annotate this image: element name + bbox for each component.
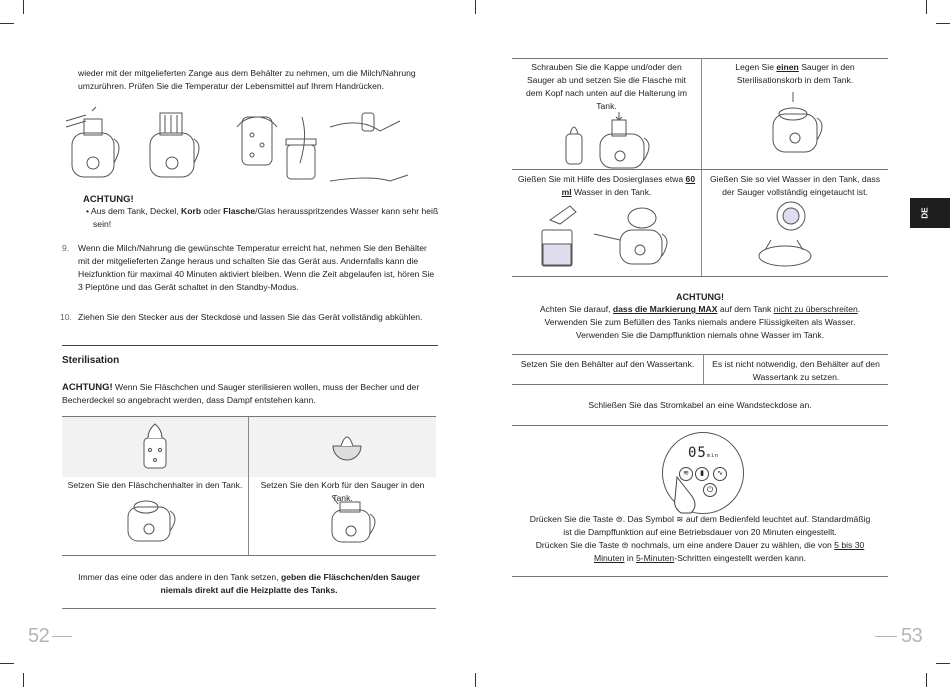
language-tab-label: DE	[920, 207, 930, 219]
steam-icon: ≋	[683, 470, 689, 477]
caution-title: ACHTUNG!	[676, 292, 724, 302]
cell-fill-water: Gießen Sie so viel Wasser in den Tank, dass der Sauger vollständig eingetaucht ist.	[709, 174, 881, 197]
shaded-row	[62, 417, 436, 477]
language-tab	[910, 198, 950, 228]
grid-top-rule	[512, 58, 888, 59]
press-steam-text-line-4: Minuten in 5-Minuten-Schritten eingestellt werden kann.	[593, 553, 807, 563]
page-number-rule	[875, 636, 897, 637]
press-steam-text: Drücken Sie die Taste ⊜. Das Symbol ≋ auf dem Bedienfeld leuchtet auf. Standardmäßig	[529, 514, 871, 524]
cell-teat-basket-line-2: Tank.	[332, 493, 353, 503]
cell-bottle-holder: Setzen Sie den Fläschchenhalter in den Tank.	[67, 480, 243, 490]
caution-max-marking: Achten Sie darauf, dass die Markierung MAX auf dem Tank nicht zu überschreiten.	[539, 304, 861, 314]
caution-text-line-2: sein!	[93, 219, 112, 229]
panel-top-rule	[512, 425, 888, 426]
table-bottom-rule	[62, 608, 436, 609]
cell-not-necessary: Es ist nicht notwendig, den Behälter auf den	[712, 359, 880, 369]
teat-in-basket-image	[765, 90, 835, 160]
heating-illustration	[62, 107, 442, 187]
steam-symbol-icon: ≋	[676, 514, 684, 524]
page-number: 52	[28, 625, 50, 647]
press-steam-text-line-3: Drücken Sie die Taste ⊜ nochmals, um eine andere Dauer zu wählen, die von 5 bis 30	[535, 540, 865, 550]
press-steam-text-line-2: ist die Dampffunktion auf eine Betriebsdauer von 20 Minuten eingestellt.	[563, 527, 837, 537]
timer-display	[688, 443, 722, 463]
measuring-cup-image	[540, 200, 690, 270]
power-icon: ⏻	[706, 485, 714, 494]
page-number: 53	[901, 625, 923, 647]
step-10-number: 10.	[60, 312, 72, 322]
caution-title: ACHTUNG!	[83, 194, 134, 205]
cell-place-teat-line-2: Sterilisationskorb in dem Tank.	[736, 75, 854, 85]
timer-unit: min	[706, 453, 719, 459]
step-9-text: Wenn die Milch/Nahrung die gewünschte Temperatur erreicht hat, nehmen Sie den Behälter mit der mitgelieferten Zange heraus und schalten Sie das Gerät aus. Andernfalls kann die Heizfunktion für maximal 40 Minuten aktiviert bleiben. Wenn die Zeit abgelaufen ist, hören Sie 3 Pieptöne und das Gerät schaltet in den Standby-Modus.	[78, 243, 435, 292]
caution-water-only: Verwenden Sie zum Befüllen des Tanks niemals andere Flüssigkeiten als Wasser.	[544, 317, 856, 327]
bottle-upside-down-image	[560, 112, 670, 172]
sterilisation-warning: ACHTUNG! Wenn Sie Fläschchen und Sauger sterilisieren wollen, muss der Becher und der	[62, 382, 420, 393]
step-10-text: Ziehen Sie den Stecker aus der Steckdose und lassen Sie das Gerät vollständig abkühlen.	[78, 312, 423, 322]
teat-basket-image	[327, 428, 367, 468]
steam-icon: ⊜	[621, 540, 629, 550]
caution-no-dry-steam: Verwenden Sie die Dampffunktion niemals ohne Wasser im Tank.	[575, 330, 825, 340]
panel-bottom-rule	[512, 576, 888, 577]
cell-screw-cap: Schrauben Sie die Kappe und/oder den Sauger ab und setzen Sie die Flasche mit dem Kopf nach unten auf die Halterung im Tank.	[526, 62, 687, 111]
cell-pour-water: Gießen Sie mit Hilfe des Dosierglases etwa 60	[517, 174, 696, 184]
intro-line-1: wieder mit der mitgelieferten Zange aus dem Behälter zu nehmen, um die Milch/Nahrung	[78, 68, 416, 78]
table-mid-rule	[62, 555, 436, 556]
steam-icon: ⊜	[615, 514, 623, 524]
bullet: •	[86, 206, 91, 216]
row-bottom-rule	[512, 384, 888, 385]
grid-bottom-rule	[512, 276, 888, 277]
timer-value: 05	[688, 445, 707, 461]
step-9-number: 9.	[62, 243, 70, 253]
row-top-rule	[512, 354, 888, 355]
mode-button[interactable]	[713, 467, 727, 481]
pointing-hand-icon	[671, 475, 714, 515]
sterilisation-warning-line-2: Becherdeckel so angebracht werden, dass Dampf entstehen kann.	[62, 395, 316, 405]
intro-line-2: umzurühren. Prüfen Sie die Temperatur der Lebensmittel auf Ihrem Handrücken.	[78, 81, 385, 91]
bottom-note: Immer das eine oder das andere in den Tank setzen, geben die Fläschchen/den Sauger	[78, 572, 420, 582]
page-number-rule	[52, 636, 72, 637]
water-in-tank-image	[745, 200, 835, 270]
bottom-note-line-2: niemals direkt auf die Heizplatte des Tanks.	[160, 585, 338, 595]
appliance-with-holder-image	[120, 495, 190, 545]
cell-pour-water-line-2: ml Wasser in den Tank.	[561, 187, 652, 197]
wave-icon: ∿	[717, 470, 723, 477]
cell-place-teat: Legen Sie einen Sauger in den	[735, 62, 855, 72]
cell-set-container: Setzen Sie den Behälter auf den Wassertank.	[520, 359, 695, 369]
section-title: Sterilisation	[62, 355, 120, 366]
bottle-icon: ▮	[700, 470, 704, 477]
plug-in-text: Schließen Sie das Stromkabel an eine Wandsteckdose an.	[588, 400, 812, 410]
grid-column-divider	[701, 58, 702, 276]
section-divider	[62, 345, 438, 346]
bottle-holder-image	[136, 420, 176, 472]
caution-text: • Aus dem Tank, Deckel, Korb oder Flasche/Glas herausspritzendes Wasser kann sehr heiß	[86, 206, 439, 216]
appliance-with-basket-image	[320, 496, 390, 546]
control-panel	[662, 432, 744, 514]
cell-teat-basket-line-1: Setzen Sie den Korb für den Sauger in den	[260, 480, 425, 490]
right-page	[475, 0, 950, 687]
cell-not-necessary-line-2: Wassertank zu setzen.	[752, 372, 840, 382]
